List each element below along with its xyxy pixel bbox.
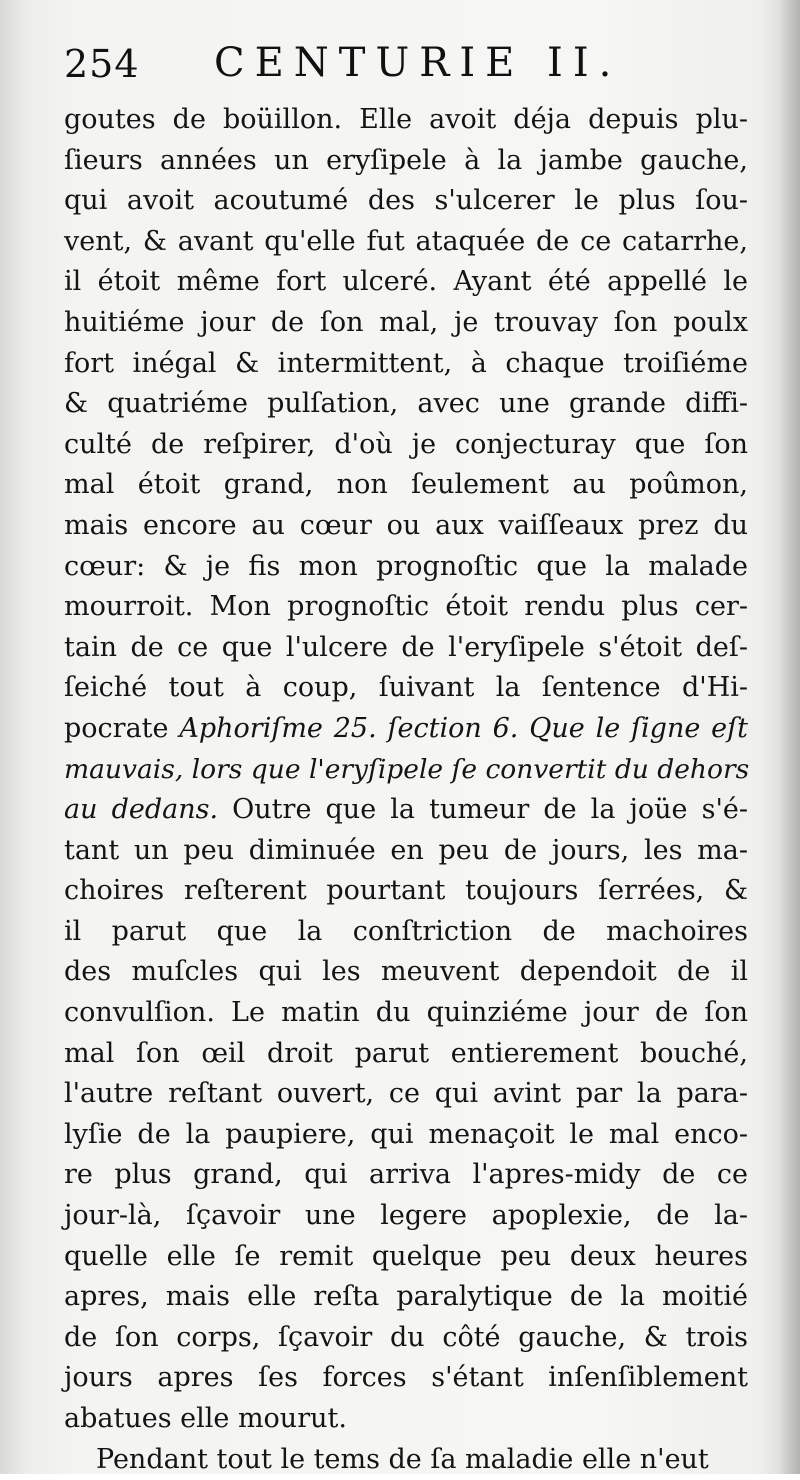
page-header bbox=[64, 34, 744, 96]
text-line: de ſon corps, ſçavoir du côté gauche, & trois bbox=[64, 1321, 748, 1353]
text-line: il parut que la conſtriction de machoires bbox=[64, 915, 748, 947]
text-line: mal étoit grand, non ſeulement au poûmon, bbox=[64, 469, 748, 501]
text-line: l'autre reſtant ouvert, ce qui avint par la para- bbox=[64, 1078, 748, 1110]
text-line: huitiéme jour de ſon mal, je trouvay ſon poulx bbox=[64, 306, 748, 338]
text-line: ſeiché tout à coup, ſuivant la ſentence d'Hi- bbox=[64, 672, 748, 704]
text-line: lyſie de la paupiere, qui menaçoit le mal enco- bbox=[64, 1118, 748, 1150]
text-line: qui avoit acoutumé des s'ulcerer le plus ſou- bbox=[64, 185, 748, 217]
text-line: mal ſon œil droit parut entierement bouché, bbox=[64, 1037, 748, 1069]
roman-text: Outre que la tumeur de la joüe s'é- bbox=[218, 794, 748, 826]
text-line: vent, & avant qu'elle fut ataquée de ce catarrhe, bbox=[64, 225, 748, 257]
text-line: re plus grand, qui arriva l'apres-midy de ce bbox=[64, 1159, 748, 1191]
text-line: fort inégal & intermittent, à chaque troiſiéme bbox=[64, 347, 748, 379]
paragraph-start-line: Pendant tout le tems de ſa maladie elle n'eut bbox=[96, 1443, 709, 1475]
text-line: jour-là, ſçavoir une legere apoplexie, de la- bbox=[64, 1200, 748, 1232]
italic-citation: au dedans. bbox=[64, 794, 219, 826]
text-line bbox=[64, 709, 748, 750]
roman-text: pocrate bbox=[64, 712, 180, 744]
text-line bbox=[64, 750, 748, 791]
paragraph-end-line: abatues elle mourut. bbox=[64, 1403, 347, 1434]
text-line: quelle elle ſe remit quelque peu deux heures bbox=[64, 1240, 748, 1272]
text-line: mourroit. Mon prognoſtic étoit rendu plus cer- bbox=[64, 591, 748, 623]
text-line: des muſcles qui les meuvent dependoit de il bbox=[64, 956, 748, 988]
page-gutter-shadow bbox=[778, 0, 800, 1474]
text-line: cœur: & je fis mon prognoſtic que la malade bbox=[64, 550, 748, 582]
text-line: mais encore au cœur ou aux vaiſſeaux prez du bbox=[64, 509, 748, 541]
text-line: il étoit même fort ulceré. Ayant été appellé le bbox=[64, 266, 748, 298]
text-line: & quatriéme pulſation, avec une grande diffi- bbox=[64, 388, 748, 420]
running-title: CENTURIE II. bbox=[214, 40, 622, 86]
page-number: 254 bbox=[64, 42, 140, 86]
text-line: apres, mais elle reſta paralytique de la moitié bbox=[64, 1281, 748, 1313]
text-line: ſieurs années un eryſipele à la jambe gauche, bbox=[64, 144, 748, 176]
text-line: culté de reſpirer, d'où je conjecturay que ſon bbox=[64, 428, 748, 460]
text-line: goutes de boüillon. Elle avoit déja depuis plu- bbox=[64, 104, 748, 135]
body-text bbox=[64, 100, 748, 1480]
text-line: tant un peu diminuée en peu de jours, les ma- bbox=[64, 834, 748, 866]
italic-citation: Aphoriſme 25. ſection 6. Que le ſigne eſt bbox=[179, 712, 749, 744]
text-line bbox=[64, 790, 748, 831]
text-line: choires reſterent pourtant toujours ſerrées, & bbox=[64, 875, 748, 907]
text-line: tain de ce que l'ulcere de l'eryſipele s'étoit deſ- bbox=[64, 631, 748, 663]
italic-citation: mauvais, lors que l'eryſipele ſe convertit du dehors bbox=[64, 753, 750, 785]
text-line: jours apres ſes forces s'étant inſenſiblement bbox=[64, 1362, 748, 1394]
text-line: convulſion. Le matin du quinziéme jour de ſon bbox=[64, 997, 748, 1029]
